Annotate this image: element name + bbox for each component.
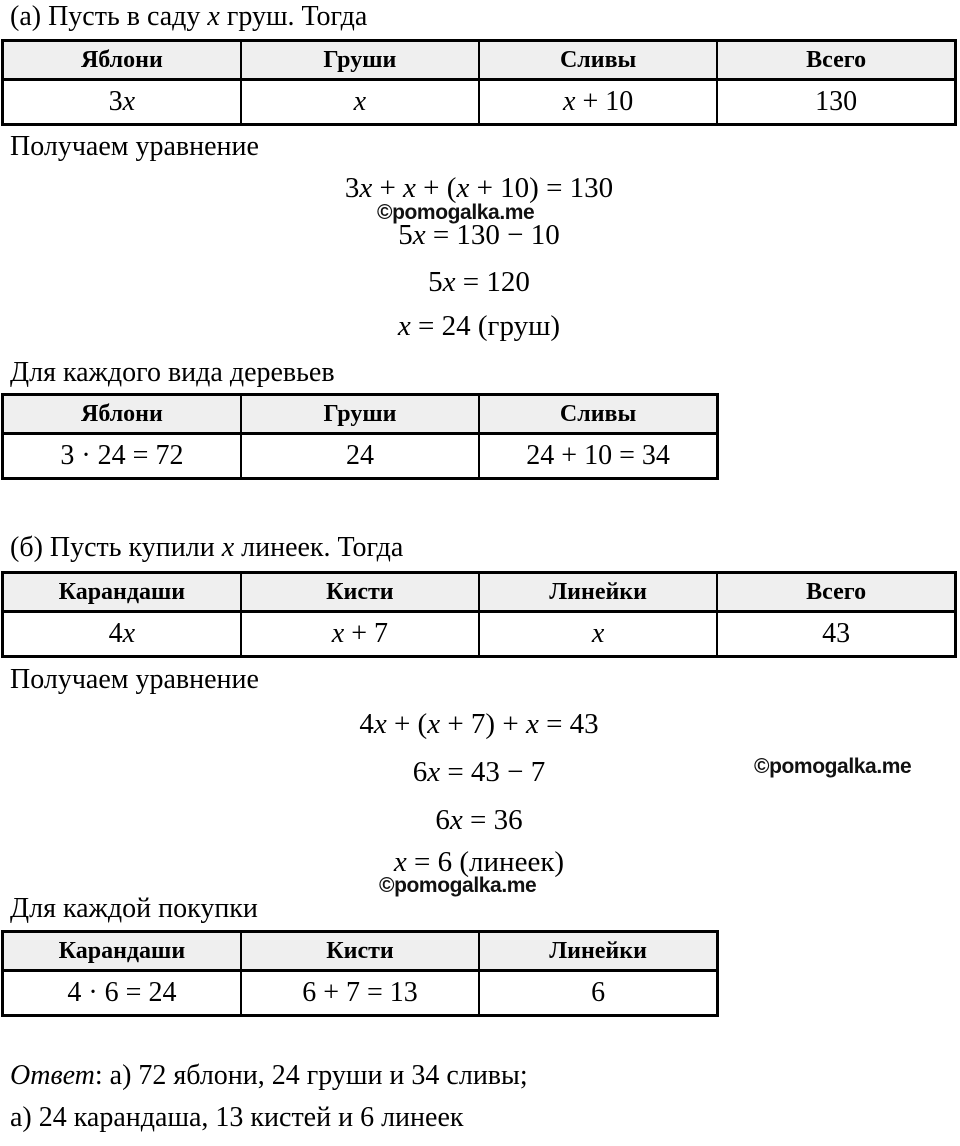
table-header-cell: Всего (717, 41, 955, 80)
part-a-equation-intro: Получаем уравнение (10, 131, 259, 162)
part-b-intro: (б) Пусть купили x линеек. Тогда (10, 532, 404, 563)
watermark-text: ©pomogalka.me (377, 201, 535, 224)
table-header-cell: Груши (241, 41, 479, 80)
watermark-text: ©pomogalka.me (754, 755, 912, 778)
table-header-cell: Яблони (3, 41, 241, 80)
table-value-row (3, 971, 718, 1016)
table-header-cell: Линейки (479, 932, 717, 971)
equation-line: x = 24 (груш) (397, 310, 561, 342)
part-a-result-table (1, 393, 719, 480)
table-value-cell: x + 10 (479, 80, 717, 125)
table-value-cell: 43 (717, 612, 955, 657)
equation-line: 4x + (x + 7) + x = 43 (359, 708, 599, 740)
table-value-cell: 4x (3, 612, 241, 657)
answer-line-1-text: : а) 72 яблони, 24 груши и 34 сливы; (94, 1060, 528, 1091)
part-a-result-intro: Для каждого вида деревьев (10, 357, 335, 388)
table-value-cell: 130 (717, 80, 955, 125)
table-header-row (3, 573, 956, 612)
part-b-equation-intro: Получаем уравнение (10, 664, 259, 695)
answer-line-1 (10, 1059, 528, 1093)
part-a-intro: (а) Пусть в саду x груш. Тогда (10, 1, 368, 32)
table-value-cell: x + 7 (241, 612, 479, 657)
table-value-cell: 3x (3, 80, 241, 125)
equation-line: 3x + x + (x + 10) = 130 (344, 172, 614, 204)
equation-line: 6x = 43 − 7 (412, 756, 546, 788)
table-header-row (3, 932, 718, 971)
equation-line: 6x = 36 (435, 804, 523, 836)
table-header-cell: Всего (717, 573, 955, 612)
table-value-cell: x (241, 80, 479, 125)
table-value-cell: 4 · 6 = 24 (3, 971, 241, 1016)
table-header-cell: Кисти (241, 573, 479, 612)
part-b-given-table (1, 571, 957, 658)
watermark-text: ©pomogalka.me (379, 874, 537, 897)
part-b-result-table (1, 930, 719, 1017)
table-header-cell: Сливы (479, 395, 717, 434)
table-value-cell: 6 (479, 971, 717, 1016)
table-value-row (3, 612, 956, 657)
part-b-result-intro: Для каждой покупки (10, 893, 258, 924)
table-header-cell: Линейки (479, 573, 717, 612)
table-header-cell: Карандаши (3, 573, 241, 612)
table-header-cell: Сливы (479, 41, 717, 80)
table-value-cell: x (479, 612, 717, 657)
table-value-row (3, 434, 718, 479)
table-header-cell: Груши (241, 395, 479, 434)
answer-label: Ответ (10, 1060, 95, 1091)
table-header-cell: Карандаши (3, 932, 241, 971)
table-header-row (3, 395, 718, 434)
table-header-row (3, 41, 956, 80)
equation-line: 5x = 120 (428, 266, 530, 298)
table-value-cell: 6 + 7 = 13 (241, 971, 479, 1016)
table-header-cell: Яблони (3, 395, 241, 434)
table-value-cell: 3 · 24 = 72 (3, 434, 241, 479)
table-value-cell: 24 (241, 434, 479, 479)
equation-line: 5x = 130 − 10 (398, 219, 560, 251)
table-header-cell: Кисти (241, 932, 479, 971)
answer-line-2: а) 24 карандаша, 13 кистей и 6 линеек (10, 1102, 464, 1133)
part-a-given-table (1, 39, 957, 126)
table-value-cell: 24 + 10 = 34 (479, 434, 717, 479)
equation-line: x = 6 (линеек) (393, 846, 565, 878)
table-value-row (3, 80, 956, 125)
